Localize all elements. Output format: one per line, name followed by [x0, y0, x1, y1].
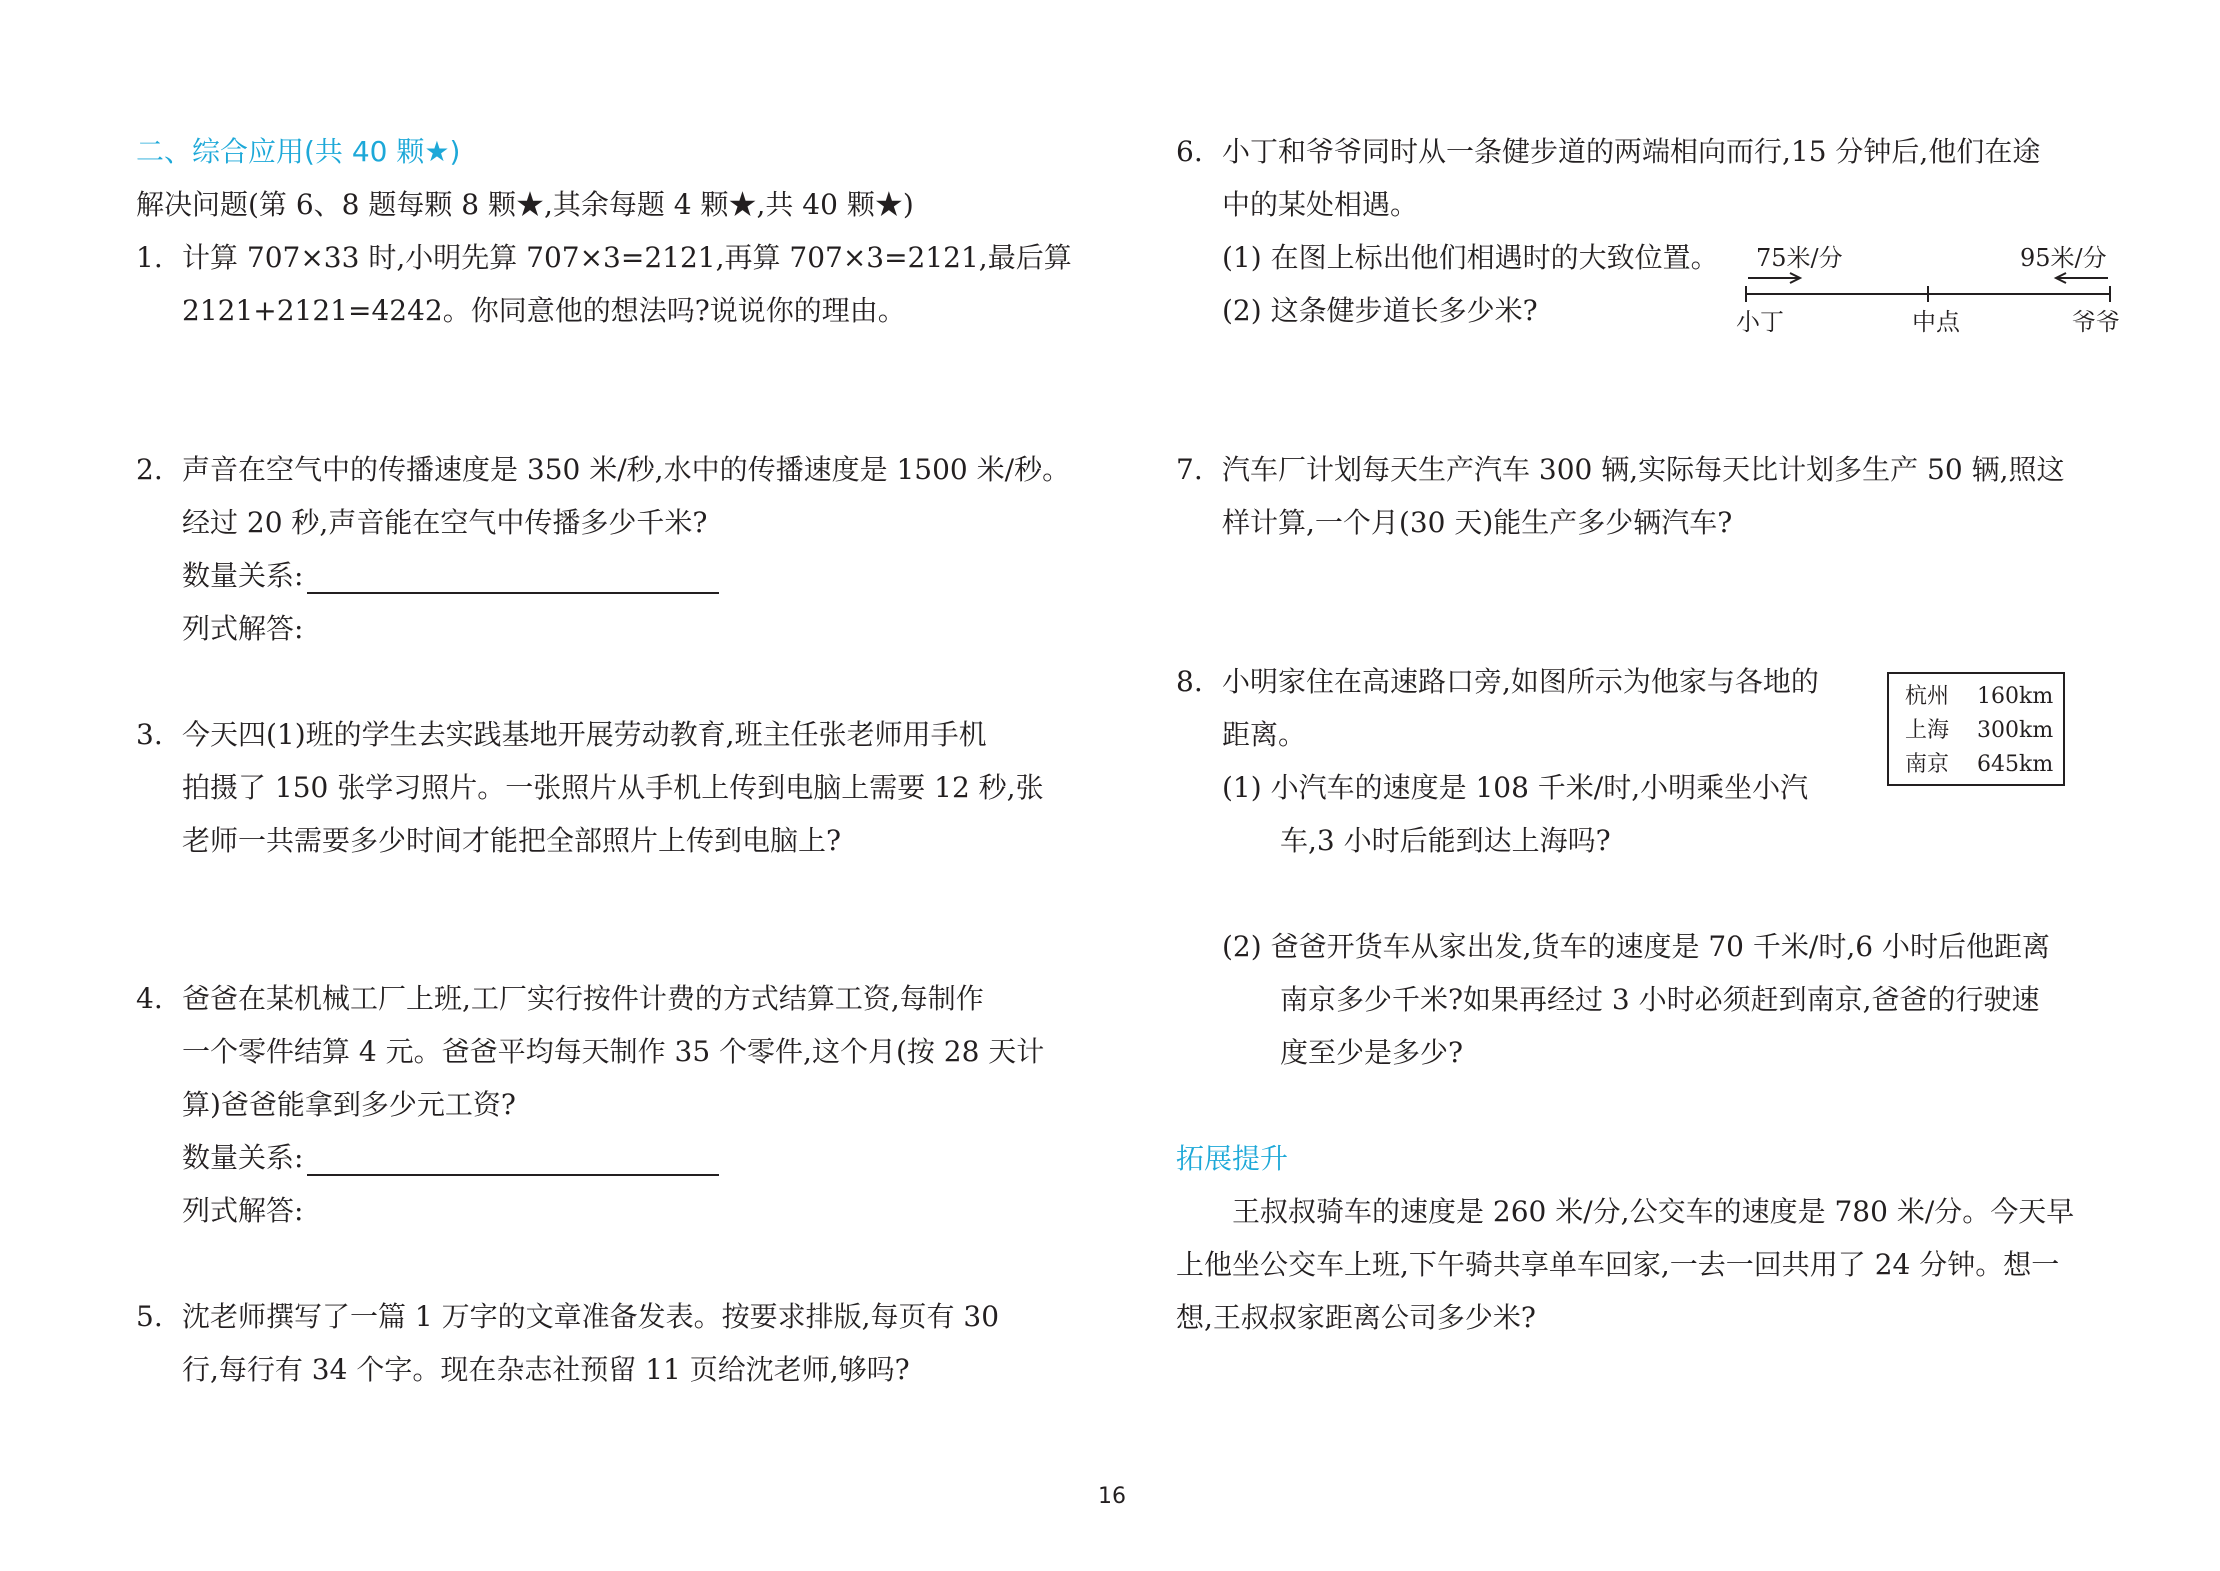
q3-line3: 老师一共需要多少时间才能把全部照片上传到电脑上? [182, 824, 842, 857]
q4-line3: 算)爸爸能拿到多少元工资? [182, 1088, 516, 1121]
q8-sub1-line1: (1) 小汽车的速度是 108 千米/时,小明乘坐小汽 [1222, 771, 1809, 804]
q7-line2: 样计算,一个月(30 天)能生产多少辆汽车? [1222, 506, 1733, 539]
q6-line1 [1176, 134, 2040, 170]
city-name: 南京 [1905, 752, 1950, 777]
q2-text1: 声音在空气中的传播速度是 350 米/秒,水中的传播速度是 1500 米/秒。 [182, 453, 1071, 486]
q4-relation-label: 数量关系: [182, 1141, 304, 1174]
q2-line2: 经过 20 秒,声音能在空气中传播多少千米? [182, 506, 708, 539]
extension-line1: 王叔叔骑车的速度是 260 米/分,公交车的速度是 780 米/分。今天早 [1232, 1195, 2075, 1228]
walkway-line-svg [1740, 270, 2120, 306]
q1-line2: 2121+2121=4242。你同意他的想法吗?说说你的理由。 [182, 294, 906, 327]
q2-relation [136, 558, 719, 594]
section-title: 二、综合应用(共 40 颗★) [136, 135, 461, 168]
city-name: 上海 [1905, 718, 1950, 743]
q2-relation-label: 数量关系: [182, 559, 304, 592]
q3-number: 3. [136, 718, 163, 751]
q1-line1 [136, 240, 1072, 276]
q8-line1 [1176, 664, 1819, 700]
q8-number: 8. [1176, 665, 1203, 698]
q5-line1 [136, 1299, 999, 1335]
right-endpoint-label: 爷爷 [2072, 308, 2120, 336]
q1-text1: 计算 707×33 时,小明先算 707×3=2121,再算 707×3=2121,最后算 [182, 241, 1072, 274]
q4-answer-label: 列式解答: [182, 1194, 304, 1227]
left-speed-label: 75米/分 [1756, 244, 1843, 272]
q2-relation-blank[interactable] [307, 566, 719, 594]
q3-text1: 今天四(1)班的学生去实践基地开展劳动教育,班主任张老师用手机 [182, 718, 987, 751]
q7-line1 [1176, 452, 2064, 488]
q4-number: 4. [136, 982, 163, 1015]
city-distance: 300km [1977, 718, 2054, 743]
q3-line2: 拍摄了 150 张学习照片。一张照片从手机上传到电脑上需要 12 秒,张 [182, 771, 1044, 804]
q6-number: 6. [1176, 135, 1203, 168]
q8-sub2-line2: 南京多少千米?如果再经过 3 小时必须赶到南京,爸爸的行驶速 [1280, 983, 2040, 1016]
q4-line1 [136, 981, 984, 1017]
q1-number: 1. [136, 241, 163, 274]
distance-row [1905, 682, 2053, 712]
extension-title: 拓展提升 [1176, 1142, 1289, 1175]
q8-sub2-line3: 度至少是多少? [1280, 1036, 1464, 1069]
q2-number: 2. [136, 453, 163, 486]
q5-text1: 沈老师撰写了一篇 1 万字的文章准备发表。按要求排版,每页有 30 [182, 1300, 1000, 1333]
city-distance: 160km [1977, 684, 2054, 709]
distance-row [1905, 716, 2053, 746]
q8-sub2-line1: (2) 爸爸开货车从家出发,货车的速度是 70 千米/时,6 小时后他距离 [1222, 930, 2050, 963]
q5-number: 5. [136, 1300, 163, 1333]
extension-line3: 想,王叔叔家距离公司多少米? [1176, 1301, 1536, 1334]
q4-relation-blank[interactable] [307, 1148, 719, 1176]
q3-line1 [136, 717, 987, 753]
q8-sub1-line2: 车,3 小时后能到达上海吗? [1280, 824, 1611, 857]
city-name: 杭州 [1905, 684, 1950, 709]
q8-text1: 小明家住在高速路口旁,如图所示为他家与各地的 [1222, 665, 1819, 698]
section-subtitle: 解决问题(第 6、8 题每颗 8 颗★,其余每题 4 颗★,共 40 颗★) [136, 188, 914, 221]
right-arrow-icon [1748, 273, 1800, 283]
q4-text1: 爸爸在某机械工厂上班,工厂实行按件计费的方式结算工资,每制作 [182, 982, 984, 1015]
q2-answer-label: 列式解答: [182, 612, 304, 645]
q4-relation [136, 1140, 719, 1176]
q8-line2: 距离。 [1222, 718, 1307, 751]
q6-line2: 中的某处相遇。 [1222, 188, 1419, 221]
q5-line2: 行,每行有 34 个字。现在杂志社预留 11 页给沈老师,够吗? [182, 1353, 910, 1386]
q6-sub1: (1) 在图上标出他们相遇时的大致位置。 [1222, 241, 1719, 274]
q6-text1: 小丁和爷爷同时从一条健步道的两端相向而行,15 分钟后,他们在途 [1222, 135, 2041, 168]
right-speed-label: 95米/分 [2020, 244, 2107, 272]
left-endpoint-label: 小丁 [1736, 308, 1784, 336]
left-arrow-icon [2056, 273, 2108, 283]
distance-table [1887, 672, 2065, 786]
city-distance: 645km [1977, 752, 2054, 777]
q6-sub2: (2) 这条健步道长多少米? [1222, 294, 1538, 327]
distance-row [1905, 750, 2053, 780]
q2-line1 [136, 452, 1070, 488]
midpoint-label: 中点 [1912, 308, 1960, 336]
q7-text1: 汽车厂计划每天生产汽车 300 辆,实际每天比计划多生产 50 辆,照这 [1222, 453, 2065, 486]
page-number: 16 [1098, 1484, 1126, 1509]
extension-line2: 上他坐公交车上班,下午骑共享单车回家,一去一回共用了 24 分钟。想一 [1176, 1248, 2060, 1281]
q7-number: 7. [1176, 453, 1203, 486]
q4-line2: 一个零件结算 4 元。爸爸平均每天制作 35 个零件,这个月(按 28 天计 [182, 1035, 1045, 1068]
